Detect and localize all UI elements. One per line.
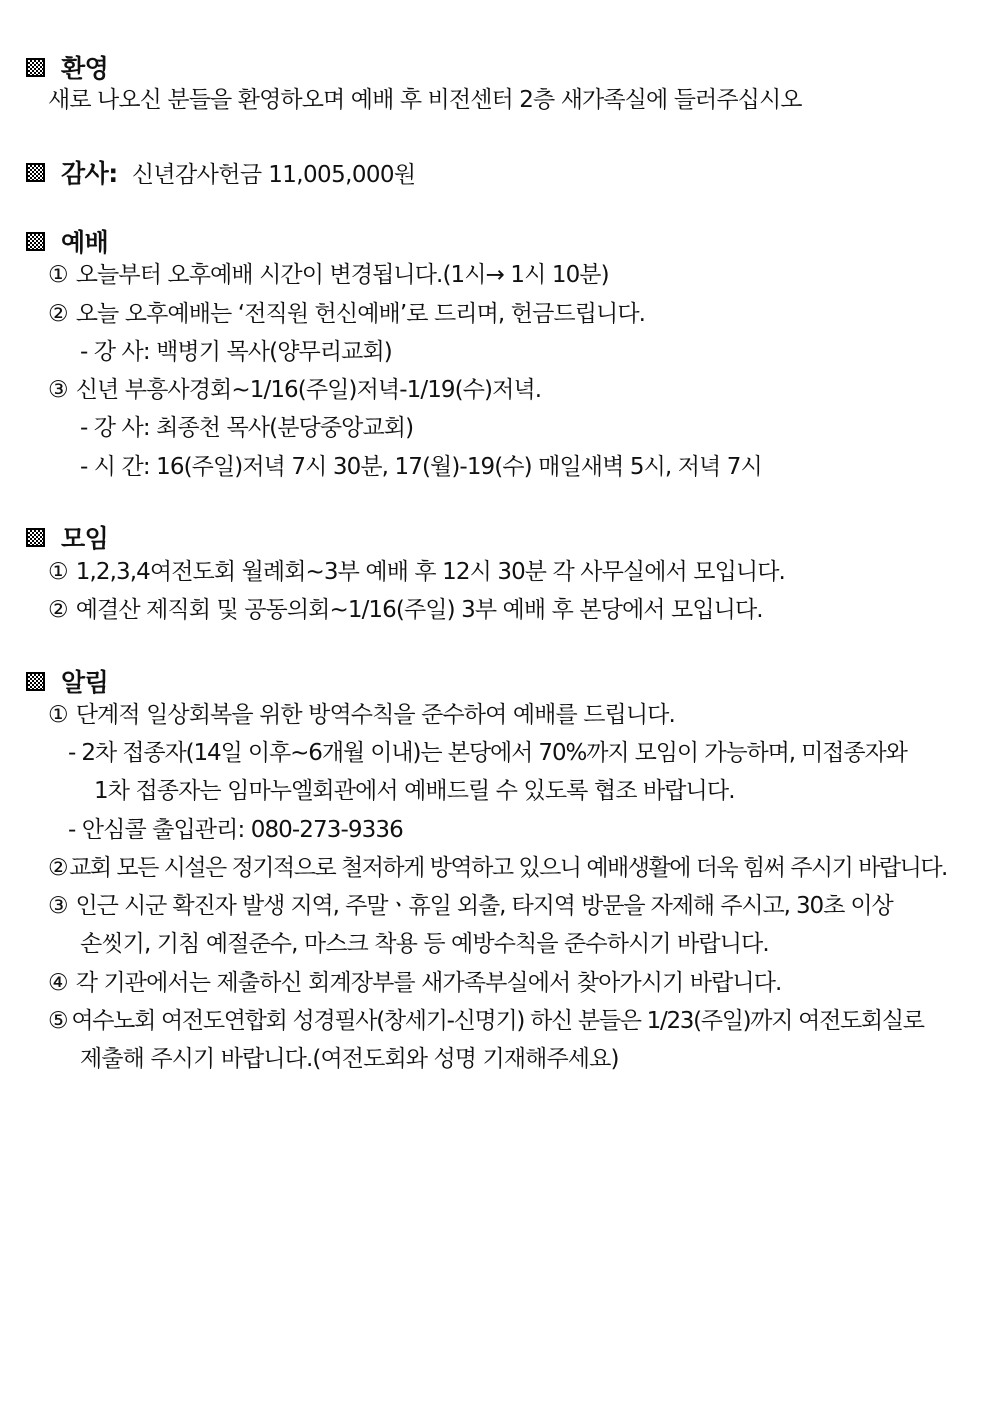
welcome-heading-label: 환영 — [61, 54, 109, 83]
item-number: ① — [48, 559, 68, 585]
item-number: ① — [48, 262, 68, 288]
item-number: ⑤ — [48, 1008, 68, 1034]
thanks-text: 신년감사헌금 11,005,000원 — [131, 161, 416, 188]
notice-item — [48, 698, 675, 732]
notice-heading — [26, 664, 108, 698]
notice-heading-label: 알림 — [61, 668, 109, 697]
item-text: 단계적 일상회복을 위한 방역수칙을 준수하여 예배를 드립니다. — [75, 702, 675, 728]
item-text: 예결산 제직회 및 공동의회~1/16(주일) 3부 예배 후 본당에서 모입니다. — [75, 597, 763, 623]
notice-item — [48, 966, 781, 1000]
item-number: ① — [48, 702, 68, 728]
item-text: 1,2,3,4여전도회 월례회~3부 예배 후 12시 30분 각 사무실에서 모입니다. — [75, 559, 785, 585]
checkered-square-icon — [26, 672, 45, 691]
item-number: ② — [48, 855, 68, 881]
item-number: ② — [48, 301, 68, 327]
item-text: 오늘 오후예배는 ‘전직원 헌신예배’로 드리며, 헌금드립니다. — [75, 301, 646, 327]
meeting-heading-label: 모임 — [61, 524, 109, 553]
thanks-heading-label: 감사: — [61, 159, 118, 188]
notice-item — [48, 1004, 924, 1038]
item-text: 각 기관에서는 제출하신 회계장부를 새가족부실에서 찾아가시기 바랍니다. — [75, 970, 782, 996]
notice-sub-item: - 안심콜 출입관리: 080-273-9336 — [68, 817, 403, 843]
worship-sub-item: - 시 간: 16(주일)저녁 7시 30분, 17(월)-19(수) 매일새벽 5시, 저녁 7시 — [80, 454, 762, 480]
worship-item — [48, 373, 541, 407]
worship-sub-item: - 강 사: 최종천 목사(분당중앙교회) — [80, 415, 414, 441]
thanks-heading — [26, 155, 416, 189]
item-number: ② — [48, 597, 68, 623]
item-text: 여수노회 여전도연합회 성경필사(창세기-신명기) 하신 분들은 1/23(주일)까지 여전도회실로 — [71, 1008, 924, 1034]
notice-sub-item: 제출해 주시기 바랍니다.(여전도회와 성명 기재해주세요) — [80, 1046, 619, 1072]
meeting-heading — [26, 520, 108, 554]
worship-item — [48, 258, 609, 292]
item-text: 신년 부흥사경회~1/16(주일)저녁-1/19(수)저녁. — [75, 377, 542, 403]
item-number: ③ — [48, 377, 68, 403]
checkered-square-icon — [26, 58, 45, 77]
item-text: 인근 시군 확진자 발생 지역, 주말ㆍ휴일 외출, 타지역 방문을 자제해 주시고, 30초 이상 — [75, 893, 893, 919]
worship-heading-label: 예배 — [61, 228, 109, 257]
meeting-item — [48, 555, 785, 589]
worship-item — [48, 297, 645, 331]
checkered-square-icon — [26, 163, 45, 182]
welcome-text: 새로 나오신 분들을 환영하오며 예배 후 비전센터 2층 새가족실에 들러주십시오 — [48, 87, 802, 113]
item-text: 교회 모든 시설은 정기적으로 철저하게 방역하고 있으니 예배생활에 더욱 힘써 주시기 바랍니다. — [69, 855, 947, 881]
worship-sub-item: - 강 사: 백병기 목사(양무리교회) — [80, 339, 392, 365]
item-text: 오늘부터 오후예배 시간이 변경됩니다.(1시→ 1시 10분) — [75, 262, 609, 288]
notice-sub-item: 손씻기, 기침 예절준수, 마스크 착용 등 예방수칙을 준수하시기 바랍니다. — [80, 931, 769, 957]
notice-sub-item: - 2차 접종자(14일 이후~6개월 이내)는 본당에서 70%까지 모임이 가능하며, 미접종자와 — [68, 740, 907, 766]
worship-heading — [26, 224, 108, 258]
notice-sub-item: 1차 접종자는 임마누엘회관에서 예배드릴 수 있도록 협조 바랍니다. — [94, 778, 735, 804]
item-number: ③ — [48, 893, 68, 919]
notice-item — [48, 851, 947, 885]
item-number: ④ — [48, 970, 68, 996]
checkered-square-icon — [26, 528, 45, 547]
checkered-square-icon — [26, 232, 45, 251]
welcome-heading — [26, 50, 108, 84]
notice-item — [48, 889, 893, 923]
meeting-item — [48, 593, 763, 627]
